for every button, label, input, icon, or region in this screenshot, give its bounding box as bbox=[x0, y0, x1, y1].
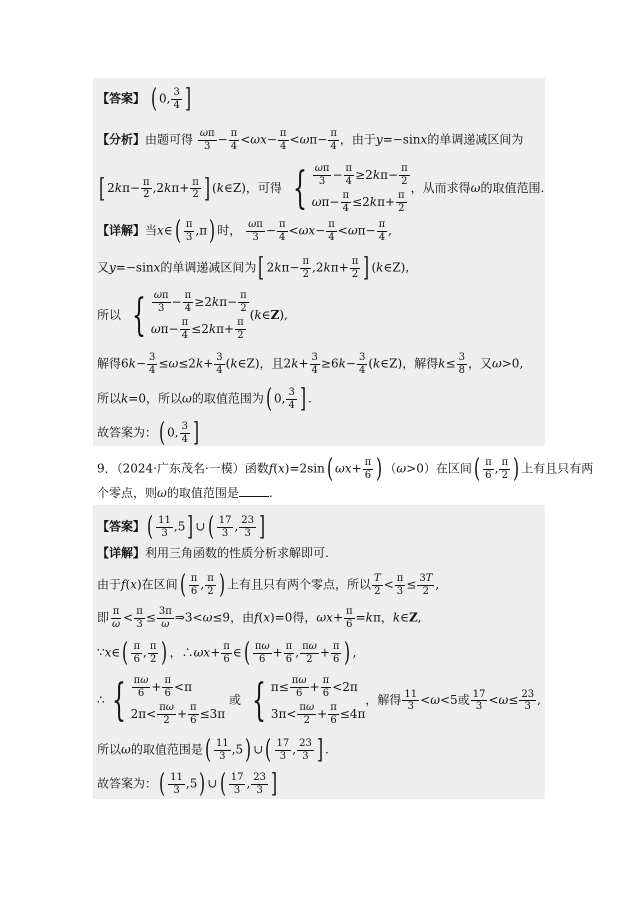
detail-9-line-1: 由于f(x)在区间( $\frac{\pi}{6}$ , $\frac{\pi}{2}$ ) 上有且只有两个零点，所以 $\frac{T}{2}$ < $\frac{\pi}{3}$ ≤ $\frac{3T}{2}$ , bbox=[97, 570, 440, 600]
detail-line-2: 又y=−sinx的单调递减区间为[ 2kπ− $\frac{\pi}{2}$ ,2kπ+ $\frac{\pi}{2}$ ] (k∈Z), bbox=[97, 253, 410, 283]
detail-9-line-4: ∴ { $\frac{\pi\omega}{6}$ + $\frac{\pi}{6}$ <π 2π< $\frac{\pi\omega}{2}$ + $\frac{\pi}{6}$ ≤3π 或 { π≤ $\frac{\pi\omega}{6}$ + $\frac{\pi}{6}$ <2π 3π< $\frac{\pi\omega}{2}$ + $\frac{\pi}{6}$ ≤4π ，解得 $\frac{11}{3}$ <ω<5或 $\frac{17}{3}$ <ω≤ $\frac{23}{3}$ , bbox=[97, 674, 541, 726]
detail-9-line-2: 即 $\frac{\pi}{\omega}$ < $\frac{\pi}{3}$ ≤ $\frac{3\pi}{\omega}$ ⇒3<ω≤9，由f(x)=0得，ωx+ $\frac{\pi}{6}$ =kπ，k∈Z, bbox=[97, 606, 422, 630]
question-9-line-1: 9．（2024·广东茂名·一模）函数f(x)=2sin( ωx+ $\frac{\pi}{6}$ ) （ω>0）在区间( $\frac{\pi}{6}$ , $\frac{\pi}{2}$ ) 上有且只有两 bbox=[97, 454, 594, 484]
analysis-line-2: [ 2kπ− $\frac{\pi}{2}$ ,2kπ+ $\frac{\pi}{2}$ ] (k∈Z)，可得 { $\frac{\omega\pi}{3}$ − $\frac{\pi}{4}$ ≥2 k π− $\frac{\pi}{2}$ ω π− $\frac{\pi}{4}$ ≤2 k π+ $\frac{\pi}{2}$ ，从而求得ω的取值范围. bbox=[99, 162, 545, 214]
analysis-line-1: 【分析】由题可得 $\frac{\omega\pi}{3}$ − $\frac{\pi}{4}$ <ωx− $\frac{\pi}{4}$ <ωπ− $\frac{\pi}{4}$ ，由于y=−sinx的单调递减区间为 bbox=[97, 128, 524, 152]
detail-line-1: 【详解】当x∈( $\frac{\pi}{3}$ ,π) 时， $\frac{\omega\pi}{3}$ − $\frac{\pi}{4}$ <ωx− $\frac{\pi}{4}$ <ωπ− $\frac{\pi}{4}$ , bbox=[97, 216, 392, 246]
final-answer-8: 故答案为：( 0, $\frac{3}{4}$ ] bbox=[97, 418, 200, 448]
answer-line-8: 【答案】 ( 0, $\frac{3}{4}$ ] bbox=[97, 84, 191, 114]
detail-line-3: 所以 { $\frac{\omega\pi}{3}$ − $\frac{\pi}{4}$ ≥2 k π− $\frac{\pi}{2}$ ω π− $\frac{\pi}{4}$ ≤2 k π+ $\frac{\pi}{2}$ (k∈Z), bbox=[97, 289, 288, 341]
answer-blank[interactable] bbox=[239, 495, 269, 497]
detail-9-line-3: ∵x∈( $\frac{\pi}{6}$ , $\frac{\pi}{2}$ ) ，∴ωx+ $\frac{\pi}{6}$ ∈( $\frac{\pi\omega}{6}$ + $\frac{\pi}{6}$ , $\frac{\pi\omega}{2}$ + $\frac{\pi}{6}$ ) , bbox=[97, 638, 357, 668]
detail-9-line-5: 所以ω的取值范围是( $\frac{11}{3}$ ,5) ∪( $\frac{17}{3}$ , $\frac{23}{3}$ ] . bbox=[97, 735, 329, 765]
detail-line-4: 解得6k− $\frac{3}{4}$ ≤ω≤2k+ $\frac{3}{4}$ (k∈Z)，且2k+ $\frac{3}{4}$ ≥6k− $\frac{3}{4}$ (k∈Z)，解得k≤ $\frac{3}{8}$ ，又ω>0, bbox=[97, 352, 524, 376]
answer-line-9: 【答案】( $\frac{11}{3}$ ,5] ∪( $\frac{17}{3}$ , $\frac{23}{3}$ ] bbox=[97, 512, 266, 542]
detail-9-intro: 【详解】利用三角函数的性质分析求解即可. bbox=[97, 546, 329, 560]
detail-line-5: 所以k=0，所以ω的取值范围为( 0, $\frac{3}{4}$ ] . bbox=[97, 384, 312, 414]
question-9-line-2: 个零点，则ω的取值范围是 . bbox=[97, 486, 273, 500]
final-answer-9: 故答案为：( $\frac{11}{3}$ ,5) ∪( $\frac{17}{3}$ , $\frac{23}{3}$ ] bbox=[97, 769, 278, 799]
